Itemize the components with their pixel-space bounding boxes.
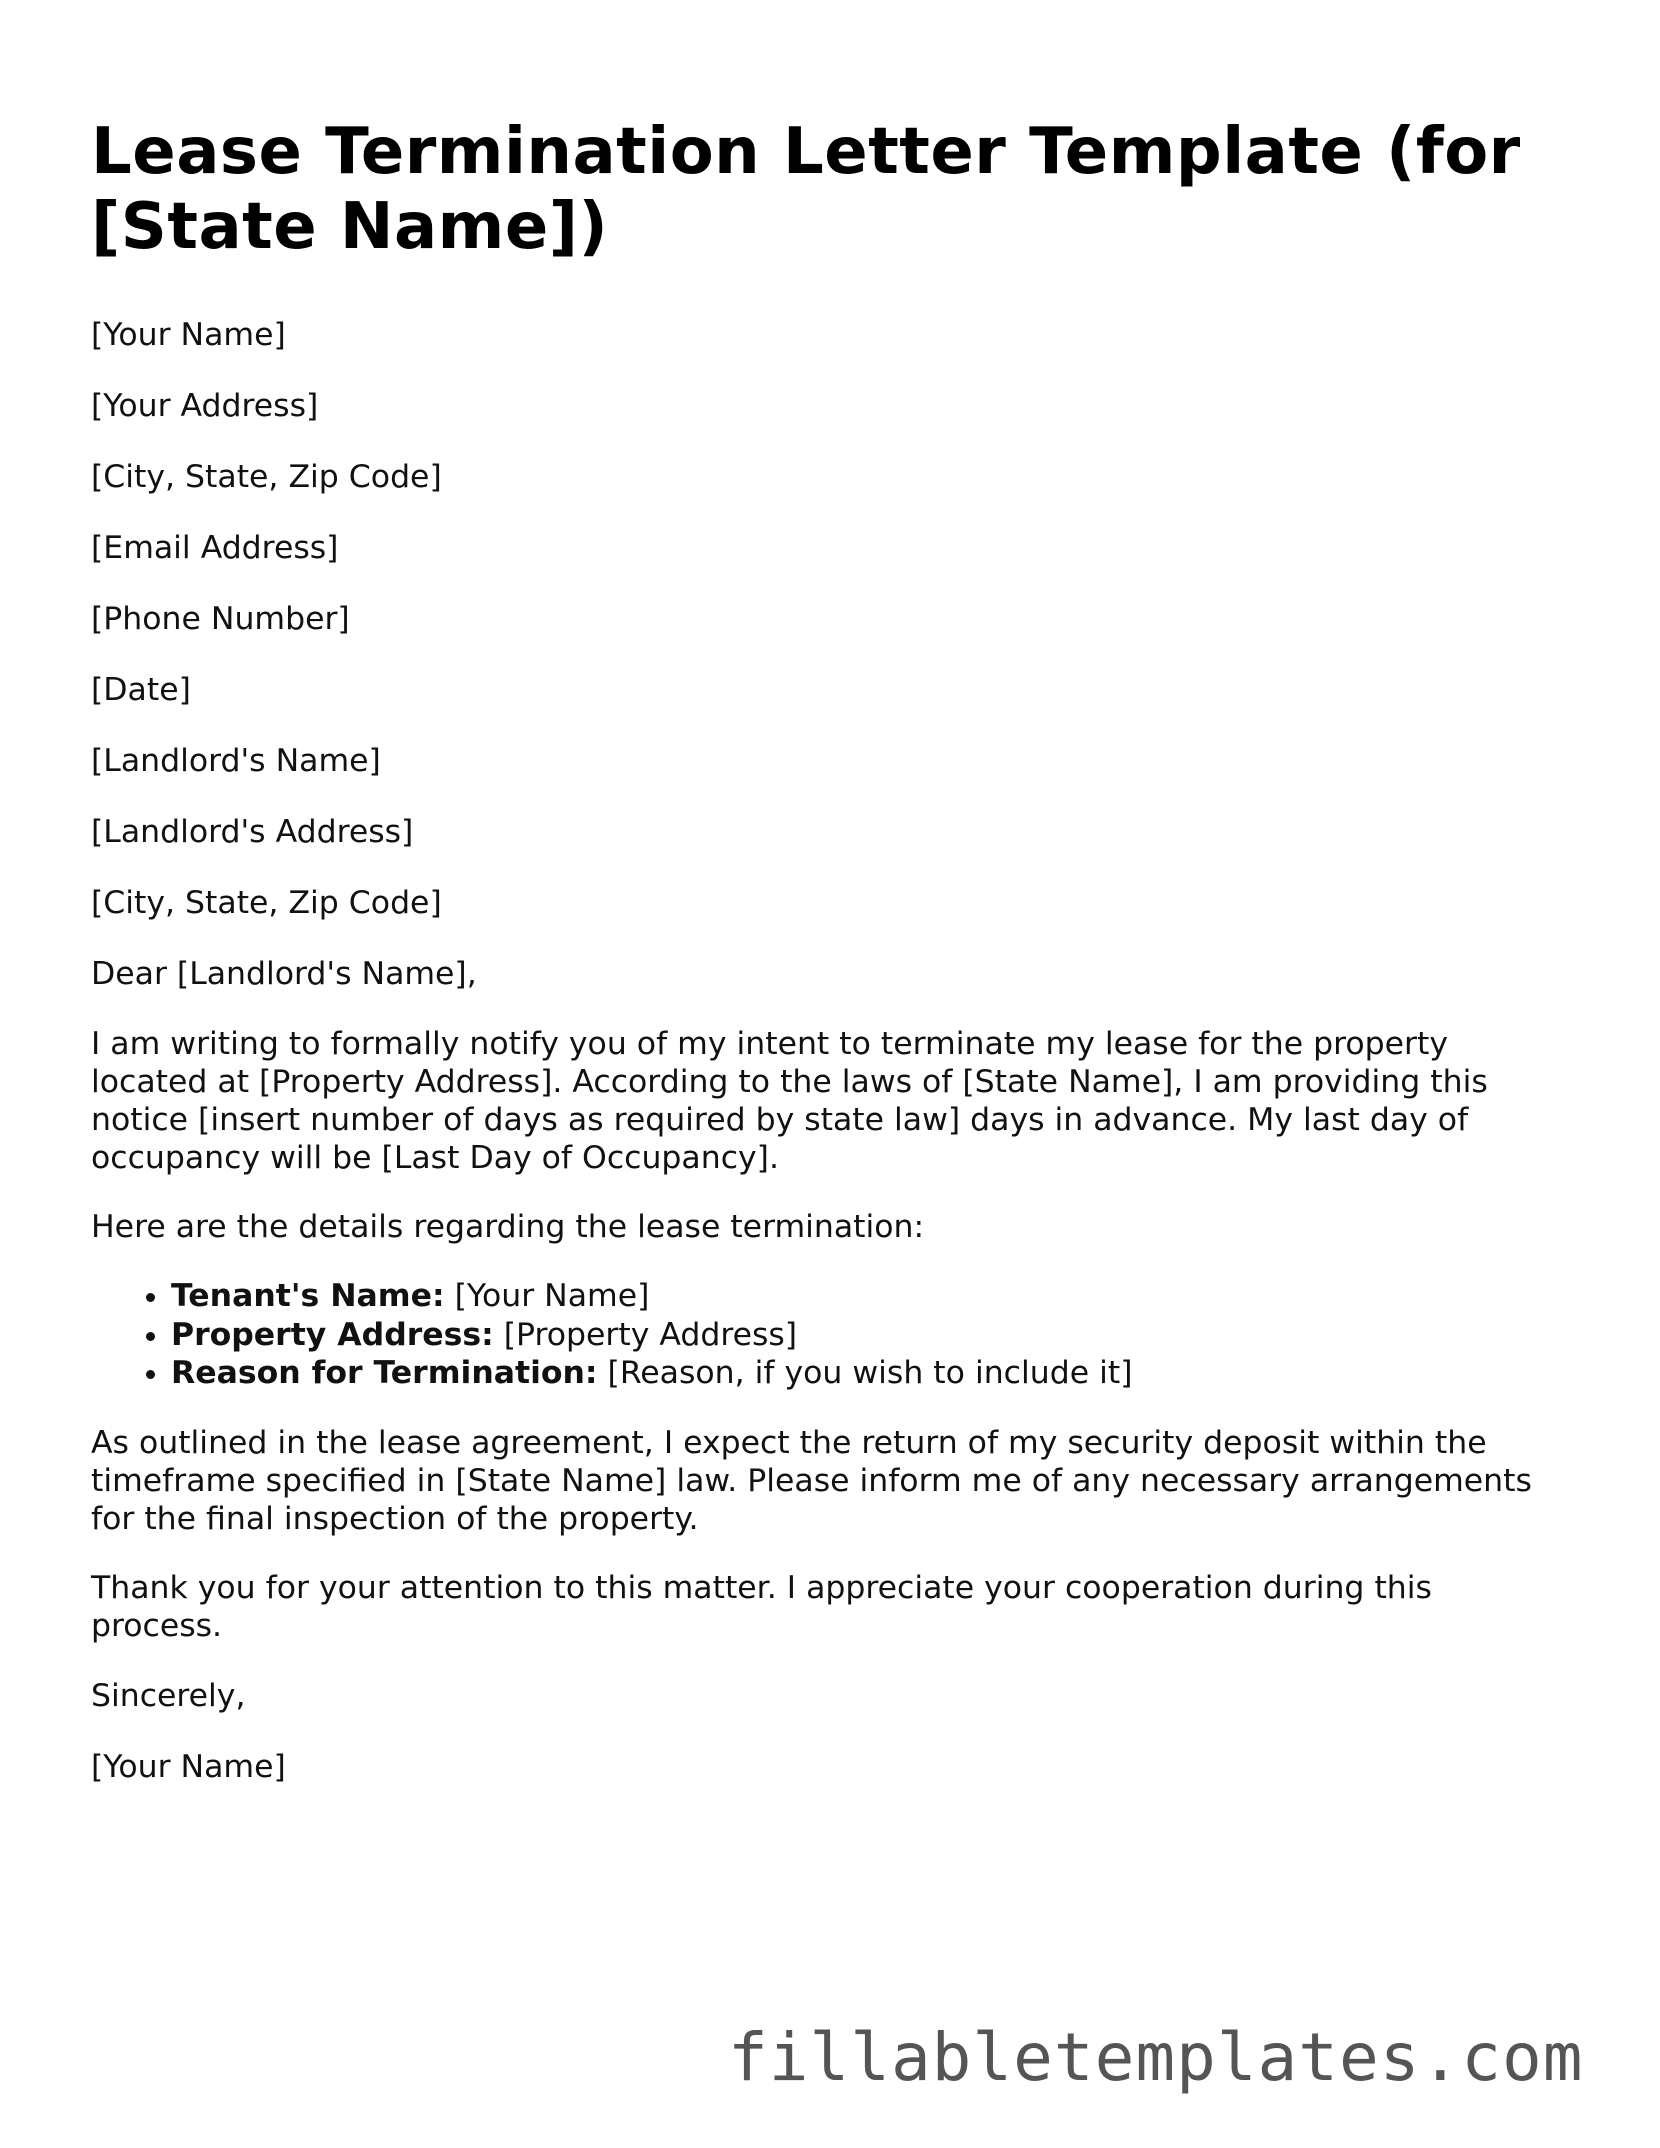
- sender-address: [Your Address]: [91, 388, 319, 424]
- recipient-city-state-zip: [City, State, Zip Code]: [91, 885, 442, 921]
- sender-city-state-zip: [City, State, Zip Code]: [91, 459, 442, 495]
- list-item: [171, 1316, 1571, 1355]
- recipient-address: [Landlord's Address]: [91, 814, 414, 850]
- page-title: Lease Termination Letter Template (for [State Name]): [91, 115, 1521, 264]
- letter-content: [91, 115, 1571, 1818]
- closing: Sincerely,: [91, 1677, 246, 1714]
- detail-label: Property Address:: [171, 1316, 494, 1353]
- sender-phone: [Phone Number]: [91, 601, 350, 637]
- watermark: fillabletemplates.com: [728, 2019, 1584, 2096]
- sender-email: [Email Address]: [91, 530, 339, 566]
- list-item: [171, 1277, 1571, 1316]
- list-item: [171, 1354, 1571, 1393]
- letter-date: [Date]: [91, 672, 191, 708]
- detail-label: Reason for Termination:: [171, 1355, 598, 1391]
- sender-name: [Your Name]: [91, 317, 286, 353]
- deposit-paragraph: As outlined in the lease agreement, I expect the return of my security deposit within the timeframe specified in [State Name] law. Please inform me of any necessary arrangements for the final inspection of the property.: [91, 1424, 1532, 1537]
- intro-paragraph: I am writing to formally notify you of my intent to terminate my lease for the property located at [Property Address]. According to the laws of [State Name], I am providing this notice [insert number of days as required by state law] days in advance. My last day of occupancy will be [Last Day of Occupancy].: [91, 1026, 1488, 1176]
- salutation: Dear [Landlord's Name],: [91, 956, 477, 992]
- detail-value: [Reason, if you wish to include it]: [597, 1355, 1133, 1391]
- recipient-name: [Landlord's Name]: [91, 743, 381, 779]
- details-intro: Here are the details regarding the lease termination:: [91, 1209, 925, 1245]
- thanks-paragraph: Thank you for your attention to this matter. I appreciate your cooperation during this process.: [91, 1569, 1432, 1644]
- detail-label: Tenant's Name:: [171, 1278, 445, 1314]
- recipient-block: [91, 741, 1571, 923]
- sender-block: [91, 315, 1571, 639]
- signature: [Your Name]: [91, 1748, 286, 1785]
- detail-value: [Property Address]: [493, 1316, 798, 1353]
- detail-value: [Your Name]: [444, 1278, 650, 1314]
- details-list: [91, 1277, 1571, 1393]
